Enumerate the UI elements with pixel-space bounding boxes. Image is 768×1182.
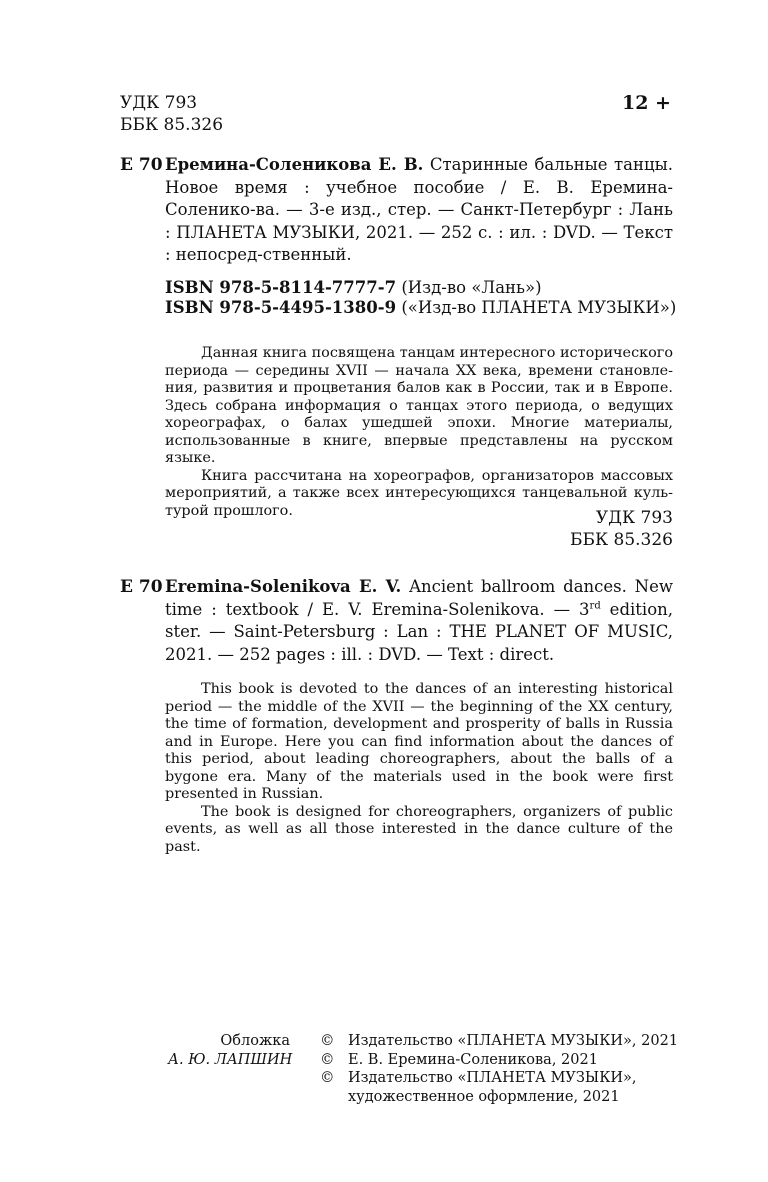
ru-classification (520, 507, 673, 551)
bbk-code: ББК 85.326 (569, 530, 673, 550)
isbn-publisher: (Изд-во «Лань») (401, 278, 542, 297)
isbn-publisher: («Изд-во ПЛАНЕТА МУЗЫКИ») (401, 298, 677, 317)
ru-annotation-paragraph: Данная книга посвящена танцам интересного исторического периода — середины XVII — начала XX века, времени становле-ния, развития и процветания балов как в России, так и в Европе. Здесь собрана информация о танцах этого периода, о ведущих хореографах, о балах ушедшей эпохи. Многие материалы, использованные в книге, впервые представлены на русском языке. (165, 345, 673, 466)
ru-annotation (165, 345, 673, 520)
copyright-block (320, 1032, 678, 1106)
udc-code: УДК 793 (120, 93, 198, 113)
en-author-code: Е 70 (120, 577, 163, 597)
isbn-number: ISBN 978-5-8114-7777-7 (165, 278, 397, 297)
en-author: Eremina-Solenikova E. V. (165, 577, 402, 596)
copyright-line: © Е. В. Еремина-Соленикова, 2021 (320, 1051, 598, 1068)
copyright-line-continued: художественное оформление, 2021 (348, 1088, 620, 1105)
udc-code: УДК 793 (595, 508, 673, 528)
isbn-row (165, 278, 676, 298)
ordinal-suffix: rd (589, 600, 601, 611)
copyright-symbol: © (320, 1051, 335, 1068)
copyright-line: © Издательство «ПЛАНЕТА МУЗЫКИ», 2021 (320, 1033, 679, 1049)
copyright-line: © Издательство «ПЛАНЕТА МУЗЫКИ», (320, 1070, 637, 1086)
cover-label: Обложка (220, 1033, 290, 1049)
en-description: Ancient ballroom dances. New time : textbook / E. V. Eremina-Solenikova. — 3rd edition, ster. — Saint-Petersburg : Lan : THE PLANET OF MUSIC, 2021. — 252 pages : ill. : DVD. — Text : direct. (165, 577, 674, 664)
ru-author: Еремина-Соленикова Е. В. (165, 155, 424, 174)
copyright-symbol: © (320, 1070, 335, 1086)
age-rating: 12 + (622, 92, 671, 114)
ru-annotation-paragraph: Книга рассчитана на хореографов, организаторов массовых мероприятий, а также всех интересующихся танцевальной куль-турой прошлого. (165, 467, 673, 519)
isbn-row (165, 298, 676, 318)
en-bibliographic-record (165, 576, 673, 666)
bbk-code: ББК 85.326 (120, 115, 224, 135)
ru-bibliographic-record (165, 154, 673, 267)
en-annotation-paragraph: The book is designed for choreographers, organizers of public events, as well as all those interested in the dance culture of the past. (165, 803, 673, 855)
en-annotation (165, 681, 673, 856)
isbn-number: ISBN 978-5-4495-1380-9 (165, 298, 397, 317)
ru-author-code: Е 70 (120, 155, 163, 175)
en-annotation-paragraph: This book is devoted to the dances of an interesting historical period — the middle of the XVII — the beginning of the XX century, the time of formation, development and prosperity of balls in Russia and in Europe. Here you can find information about the dances of this period, about leading choreographers, about the balls of a bygone era. Many of the materials used in the book were first presented in Russian. (165, 681, 673, 802)
ru-description: Старинные бальные танцы. Новое время : учебное пособие / Е. В. Еремина-Соленико-ва. — 3-е изд., стер. — Санкт-Петербург : Лань : ПЛАНЕТА МУЗЫКИ, 2021. — 252 с. : ил. : DVD. — Текст : непосред-ственный. (165, 155, 673, 264)
classification-block (120, 92, 223, 136)
copyright-symbol: © (320, 1033, 335, 1049)
isbn-block (165, 278, 676, 318)
cover-credit (168, 1032, 293, 1069)
cover-artist: А. Ю. ЛАПШИН (168, 1051, 293, 1068)
